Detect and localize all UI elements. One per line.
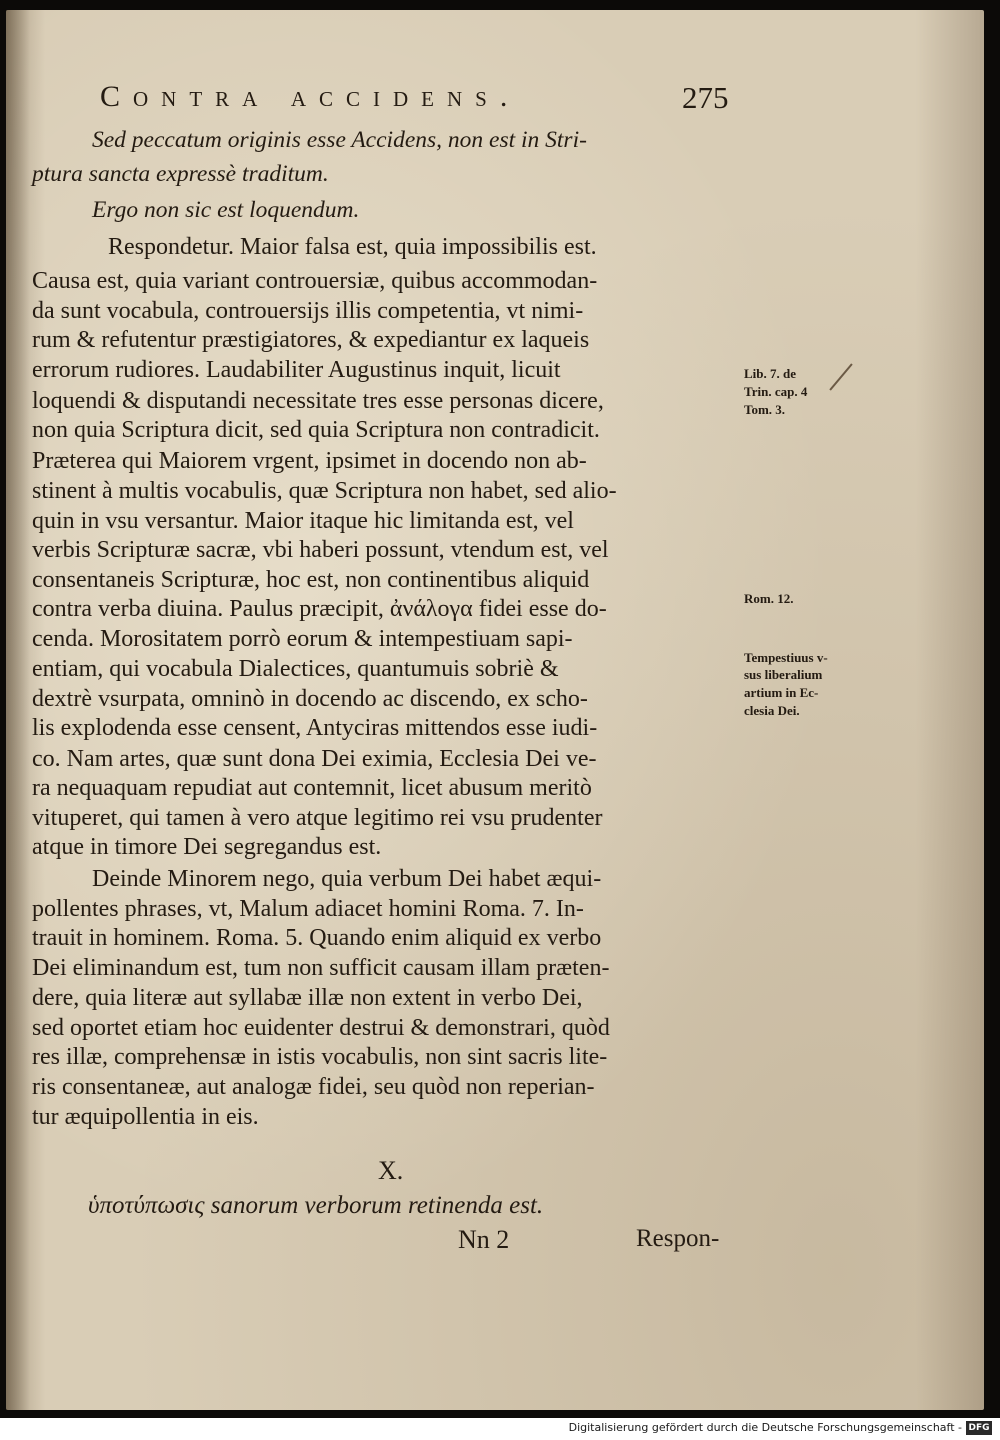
body-line: lis explodenda esse censent, Antyciras mittendos esse iudi- — [32, 715, 598, 741]
marginal-note: clesia Dei. — [744, 703, 800, 718]
marginal-note: Tom. 3. — [744, 402, 786, 417]
body-line: atque in timore Dei segregandus est. — [32, 834, 382, 860]
body-line: Dei eliminandum est, tum non sufficit causam illam præten- — [32, 955, 610, 981]
body-line: Deinde Minorem nego, quia verbum Dei habet æqui- — [92, 866, 602, 892]
argument-line: Sed peccatum originis esse Accidens, non est in Stri- — [92, 127, 587, 153]
body-line: non quia Scriptura dicit, sed quia Scriptura non contradicit. — [32, 417, 600, 443]
section-number: X. — [378, 1156, 404, 1185]
section-heading: ὑποτύπωσις sanorum verborum retinenda est. — [88, 1192, 544, 1219]
signature-mark: Nn 2 — [458, 1225, 510, 1254]
body-line: Causa est, quia variant controuersiæ, quibus accommodan- — [32, 268, 598, 294]
catchword: Respon- — [636, 1225, 720, 1252]
marginal-note: sus liberalium — [744, 667, 823, 682]
body-line: ra nequaquam repudiat aut contemnit, licet abusum meritò — [32, 775, 592, 801]
marginal-note: Rom. 12. — [744, 591, 794, 606]
body-line: stinent à multis vocabulis, quæ Scriptura non habet, sed alio- — [32, 478, 617, 504]
body-line: consentaneis Scripturæ, hoc est, non continentibus aliquid — [32, 567, 590, 593]
body-line: da sunt vocabula, controuersijs illis competentia, vt nimi- — [32, 298, 584, 324]
body-line: dextrè vsurpata, omninò in docendo ac discendo, ex scho- — [32, 686, 588, 712]
body-line: Præterea qui Maiorem vrgent, ipsimet in docendo non ab- — [32, 448, 587, 474]
body-line: dere, quia literæ aut syllabæ illæ non extent in verbo Dei, — [32, 985, 583, 1011]
body-line: cenda. Morositatem porrò eorum & intempestiuam sapi- — [32, 626, 573, 652]
body-line: res illæ, comprehensæ in istis vocabulis, non sint sacris lite- — [32, 1044, 608, 1070]
body-line: vituperet, qui tamen à vero atque legitimo rei vsu prudenter — [32, 805, 603, 831]
argument-line: ptura sancta expressè traditum. — [32, 161, 329, 187]
marginal-note: artium in Ec- — [744, 685, 819, 700]
marginal-note: Lib. 7. de — [744, 366, 797, 381]
marginal-note: Tempestiuus v- — [744, 650, 828, 665]
body-line: entiam, qui vocabula Dialectices, quantumuis sobriè & — [32, 656, 559, 682]
page-number: 275 — [682, 80, 729, 115]
body-line: co. Nam artes, quæ sunt dona Dei eximia, Ecclesia Dei ve- — [32, 746, 597, 772]
body-line: trauit in hominem. Roma. 5. Quando enim aliquid ex verbo — [32, 925, 602, 951]
body-line: ris consentaneæ, aut analogæ fidei, seu quòd non reperian- — [32, 1074, 595, 1100]
body-line: tur æquipollentia in eis. — [32, 1104, 259, 1130]
digitization-credit: Digitalisierung gefördert durch die Deutsche Forschungsgemeinschaft - — [568, 1421, 962, 1434]
body-line: loquendi & disputandi necessitate tres esse personas dicere, — [32, 388, 604, 414]
body-line: Respondetur. Maior falsa est, quia impossibilis est. — [108, 234, 597, 260]
body-line: verbis Scripturæ sacræ, vbi haberi possunt, vtendum est, vel — [32, 537, 609, 563]
body-line: rum & refutentur præstigiatores, & expediantur ex laqueis — [32, 327, 590, 353]
page-gutter-shadow — [6, 10, 30, 1410]
running-head: Contra accidens. — [100, 80, 521, 113]
argument-line: Ergo non sic est loquendum. — [92, 197, 360, 223]
dfg-logo: DFG — [966, 1421, 992, 1435]
body-line: pollentes phrases, vt, Malum adiacet homini Roma. 7. In- — [32, 896, 584, 922]
marginal-note: Trin. cap. 4 — [744, 384, 808, 399]
body-line: sed oportet etiam hoc euidenter destrui & demonstrari, quòd — [32, 1015, 610, 1041]
body-line: contra verba diuina. Paulus præcipit, ἀνάλογα fidei esse do- — [32, 596, 607, 622]
body-line: quin in vsu versantur. Maior itaque hic limitanda est, vel — [32, 508, 574, 534]
body-line: errorum rudiores. Laudabiliter Augustinus inquit, licuit — [32, 357, 561, 383]
